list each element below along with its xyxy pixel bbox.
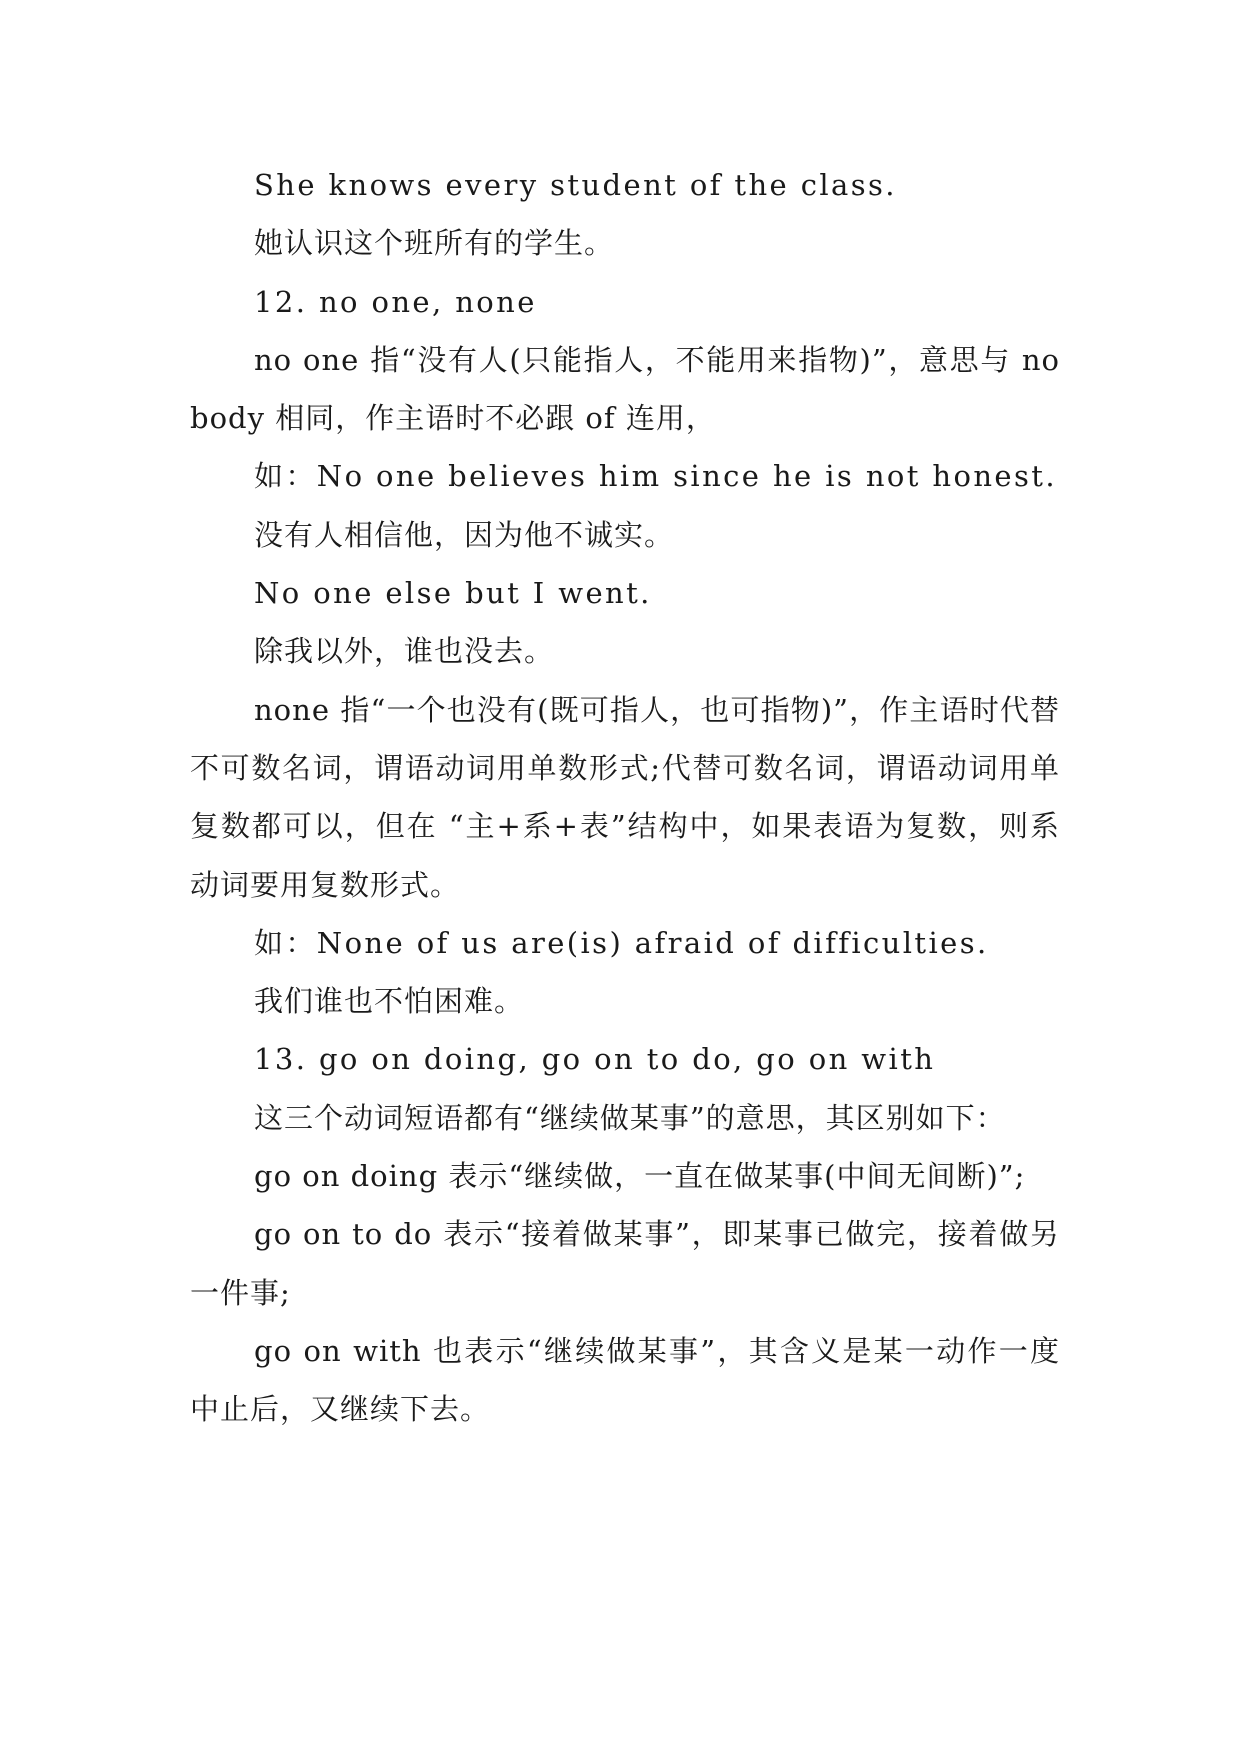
example-sentence-english: 如：No one believes him since he is not honest.: [254, 459, 1057, 494]
example-translation: 她认识这个班所有的学生。: [254, 226, 615, 261]
explanation-go-on-to-do: go on to do 表示“接着做某事”，即某事已做完，接着做另一件事;: [190, 1217, 1060, 1310]
example-sentence-english: No one else but I went.: [254, 576, 652, 611]
document-page: [190, 156, 1060, 1439]
section-heading-12: 12. no one, none: [254, 284, 537, 319]
example-translation: 除我以外，谁也没去。: [254, 634, 555, 669]
section-heading-13: 13. go on doing, go on to do, go on with: [254, 1042, 936, 1077]
explanation-go-on-doing: go on doing 表示“继续做，一直在做某事(中间无间断)”;: [254, 1159, 1026, 1194]
explanation-none: none 指“一个也没有(既可指人，也可指物)”，作主语时代替不可数名词，谓语动词用单数形式;代替可数名词，谓语动词用单复数都可以，但在 “主+系+表”结构中，如果表语为复数，则系动词要用复数形式。: [190, 692, 1060, 902]
explanation-no-one: no one 指“没有人(只能指人，不能用来指物)”，意思与 nobody 相同，作主语时不必跟 of 连用，: [190, 342, 1060, 436]
explanation-go-on-with: go on with 也表示“继续做某事”，其含义是某一动作一度中止后，又继续下去。: [190, 1333, 1060, 1427]
example-sentence-english: 如：None of us are(is) afraid of difficulties.: [254, 925, 989, 960]
example-translation: 我们谁也不怕困难。: [254, 984, 525, 1019]
example-sentence-english: She knows every student of the class.: [254, 168, 897, 202]
example-translation: 没有人相信他，因为他不诚实。: [254, 517, 675, 552]
explanation-intro: 这三个动词短语都有“继续做某事”的意思，其区别如下：: [254, 1100, 1006, 1135]
